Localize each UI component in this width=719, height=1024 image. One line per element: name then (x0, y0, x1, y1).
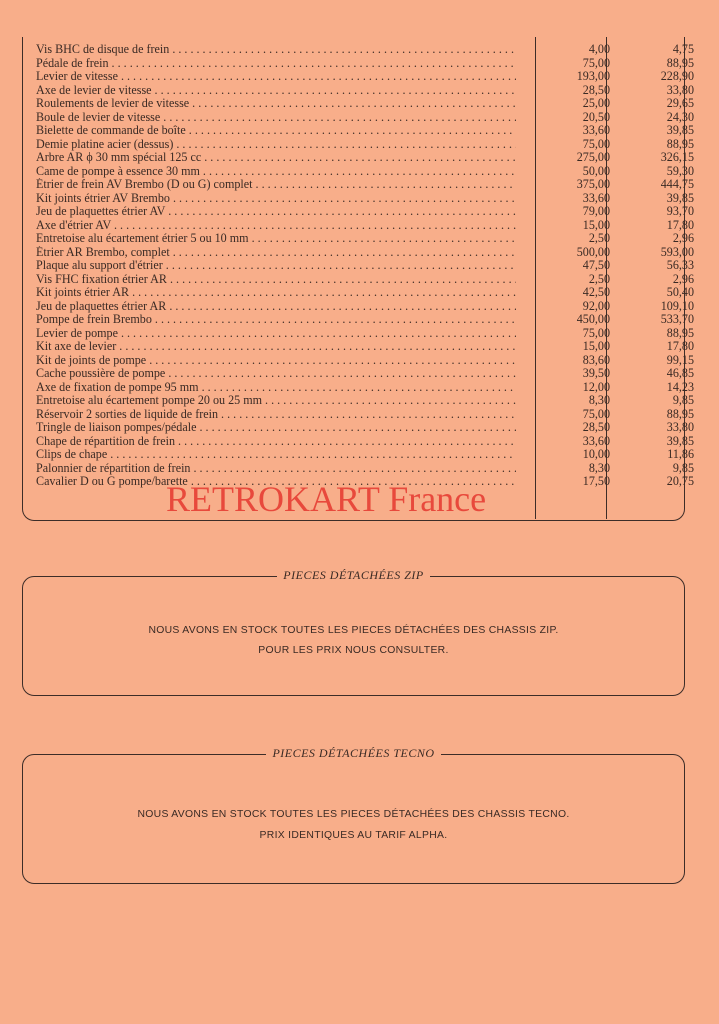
item-name: Chape de répartition de frein . . . (36, 435, 516, 449)
item-price-ht: 193,00 (576, 69, 610, 83)
price-row (36, 123, 694, 138)
item-name: Demie platine acier (dessus) . . . (36, 138, 516, 152)
item-price-ttc: 88,95 (666, 136, 694, 151)
item-name: Plaque alu support d'étrier . . . (36, 259, 516, 273)
item-name: Jeu de plaquettes étrier AR . . . (36, 300, 516, 314)
price-row (36, 406, 694, 422)
item-price-ttc: 88,95 (666, 325, 694, 340)
price-row (36, 82, 694, 98)
item-price-ttc: 9,85 (672, 460, 694, 475)
item-name: Axe d'étrier AV . . . (36, 219, 516, 233)
item-price-ttc: 17,80 (666, 217, 694, 232)
price-row (36, 366, 694, 381)
item-name: Axe de fixation de pompe 95 mm . . . (36, 381, 516, 395)
item-name: Vis BHC de disque de frein . . . (36, 43, 516, 57)
item-price-ttc: 39,85 (666, 190, 694, 205)
price-row (36, 312, 694, 327)
item-price-ht: 15,00 (582, 217, 610, 232)
watermark-text: RETROKART France (166, 479, 487, 519)
item-price-ttc: 11,86 (667, 447, 694, 461)
item-price-ht: 75,00 (582, 406, 610, 421)
item-name: Tringle de liaison pompes/pédale . . . (36, 421, 516, 435)
item-name: Levier de vitesse . . . (36, 70, 516, 84)
item-price-ttc: 593,00 (660, 244, 694, 259)
item-price-ttc: 39,85 (666, 433, 694, 448)
price-row (36, 285, 694, 300)
price-row (36, 136, 694, 152)
price-row (36, 325, 694, 341)
price-row (36, 352, 694, 368)
item-price-ttc: 59,30 (666, 163, 694, 178)
item-price-ttc: 88,95 (666, 406, 694, 421)
zip-box-title-wrap (23, 568, 684, 583)
price-row (36, 217, 694, 233)
item-name: Cavalier D ou G pompe/barette . . . (36, 475, 516, 489)
item-name: Kit joints étrier AV Brembo . . . (36, 192, 516, 206)
item-name: Réservoir 2 sorties de liquide de frein . . . (36, 408, 516, 422)
item-price-ttc: 33,80 (666, 82, 694, 97)
price-row (36, 55, 694, 71)
item-name: Pompe de frein Brembo . . . (36, 313, 516, 327)
item-price-ttc: 109,10 (660, 298, 694, 313)
item-name: Axe de levier de vitesse . . . (36, 84, 516, 98)
item-price-ht: 39,50 (582, 366, 610, 380)
zip-notice-line-1: NOUS AVONS EN STOCK TOUTES LES PIECES DÉTACHÉES DES CHASSIS ZIP. (148, 625, 559, 636)
item-name: Entretoise alu écartement pompe 20 ou 25 mm . . . (36, 394, 516, 408)
item-price-ttc: 29,65 (666, 96, 694, 110)
price-row (36, 163, 694, 179)
price-row (36, 204, 694, 219)
price-row (36, 339, 694, 354)
item-name: Boule de levier de vitesse . . . (36, 111, 516, 125)
item-price-ht: 50,00 (582, 163, 610, 178)
item-price-ht: 28,50 (582, 420, 610, 434)
item-price-ht: 8,30 (588, 393, 610, 407)
item-price-ttc: 88,95 (666, 55, 694, 70)
item-price-ht: 33,60 (582, 123, 610, 137)
item-price-ht: 75,00 (582, 325, 610, 340)
item-price-ttc: 2,96 (672, 271, 694, 286)
item-name: Kit joints étrier AR . . . (36, 286, 516, 300)
item-name: Levier de pompe . . . (36, 327, 516, 341)
price-row (36, 150, 694, 165)
price-row (36, 379, 694, 395)
item-price-ttc: 444,75 (660, 177, 694, 191)
item-price-ttc: 20,75 (666, 474, 694, 488)
tecno-box-title: PIECES DÉTACHÉES TECNO (266, 746, 440, 760)
item-price-ht: 275,00 (576, 150, 610, 164)
item-name: Pédale de frein . . . (36, 57, 516, 71)
price-row (36, 447, 694, 462)
price-row (36, 109, 694, 125)
item-price-ttc: 533,70 (660, 312, 694, 326)
item-price-ttc: 326,15 (660, 150, 694, 164)
item-price-ttc: 46,85 (666, 366, 694, 380)
item-price-ttc: 50,40 (666, 285, 694, 299)
item-name: Vis FHC fixation étrier AR . . . (36, 273, 516, 287)
price-row (36, 177, 694, 192)
price-row (36, 298, 694, 314)
tecno-notice-line-2: PRIX IDENTIQUES AU TARIF ALPHA. (259, 830, 448, 841)
item-price-ht: 10,00 (582, 447, 610, 461)
item-price-ht: 33,60 (582, 433, 610, 448)
item-price-ht: 33,60 (582, 190, 610, 205)
item-price-ttc: 17,80 (666, 339, 694, 353)
price-row (36, 69, 694, 84)
item-price-ht: 83,60 (582, 352, 610, 367)
price-list (36, 42, 694, 489)
item-price-ttc: 9,85 (672, 393, 694, 407)
price-row (36, 433, 694, 449)
item-name: Jeu de plaquettes étrier AV . . . (36, 205, 516, 219)
item-price-ttc: 14,23 (666, 379, 694, 394)
item-price-ttc: 93,70 (666, 204, 694, 218)
tecno-notice-box (22, 746, 685, 884)
item-price-ttc: 2,96 (672, 231, 694, 245)
item-price-ht: 79,00 (582, 204, 610, 218)
item-price-ht: 15,00 (582, 339, 610, 353)
tecno-notice-line-1: NOUS AVONS EN STOCK TOUTES LES PIECES DÉTACHÉES DES CHASSIS TECNO. (137, 809, 570, 820)
item-price-ht: 2,50 (588, 231, 610, 245)
item-price-ht: 47,50 (582, 258, 610, 272)
price-row (36, 420, 694, 435)
item-price-ttc: 39,85 (666, 123, 694, 137)
price-row (36, 190, 694, 206)
item-name: Cache poussière de pompe . . . (36, 367, 516, 381)
item-price-ht: 20,50 (582, 109, 610, 124)
item-name: Came de pompe à essence 30 mm . . . (36, 165, 516, 179)
item-price-ht: 450,00 (576, 312, 610, 326)
item-price-ttc: 228,90 (660, 69, 694, 83)
item-price-ht: 25,00 (582, 96, 610, 110)
item-price-ttc: 4,75 (672, 42, 694, 56)
item-price-ht: 92,00 (582, 298, 610, 313)
item-name: Arbre AR ϕ 30 mm spécial 125 cc . . . (36, 151, 516, 165)
price-row (36, 271, 694, 287)
item-name: Kit axe de levier . . . (36, 340, 516, 354)
item-price-ht: 75,00 (582, 136, 610, 151)
item-name: Kit de joints de pompe . . . (36, 354, 516, 368)
item-price-ttc: 33,80 (666, 420, 694, 434)
price-row (36, 393, 694, 408)
price-row (36, 42, 694, 57)
item-price-ttc: 99,15 (666, 352, 694, 367)
price-row (36, 460, 694, 476)
item-price-ht: 28,50 (582, 82, 610, 97)
item-price-ht: 75,00 (582, 55, 610, 70)
item-name: Étrier AR Brembo, complet . . . (36, 246, 516, 260)
item-name: Palonnier de répartition de frein . . . (36, 462, 516, 476)
item-price-ht: 12,00 (582, 379, 610, 394)
zip-notice-box (22, 568, 685, 696)
item-price-ht: 4,00 (588, 42, 610, 56)
item-price-ttc: 56,33 (666, 258, 694, 272)
price-row (36, 244, 694, 260)
tecno-box-title-wrap (23, 746, 684, 761)
zip-box-title: PIECES DÉTACHÉES ZIP (277, 568, 429, 582)
price-row (36, 231, 694, 246)
item-price-ht: 17,50 (582, 474, 610, 488)
item-name: Étrier de frein AV Brembo (D ou G) complet . . . (36, 178, 516, 192)
item-name: Roulements de levier de vitesse . . . (36, 97, 516, 111)
item-price-ht: 8,30 (588, 460, 610, 475)
item-name: Bielette de commande de boîte . . . (36, 124, 516, 138)
price-row (36, 96, 694, 111)
price-row (36, 258, 694, 273)
item-name: Entretoise alu écartement étrier 5 ou 10 mm . . . (36, 232, 516, 246)
item-price-ht: 375,00 (576, 177, 610, 191)
item-price-ht: 42,50 (582, 285, 610, 299)
item-price-ht: 500,00 (576, 244, 610, 259)
item-name: Clips de chape . . . (36, 448, 516, 462)
item-price-ht: 2,50 (588, 271, 610, 286)
zip-notice-line-2: POUR LES PRIX NOUS CONSULTER. (258, 645, 449, 656)
item-price-ttc: 24,30 (666, 109, 694, 124)
